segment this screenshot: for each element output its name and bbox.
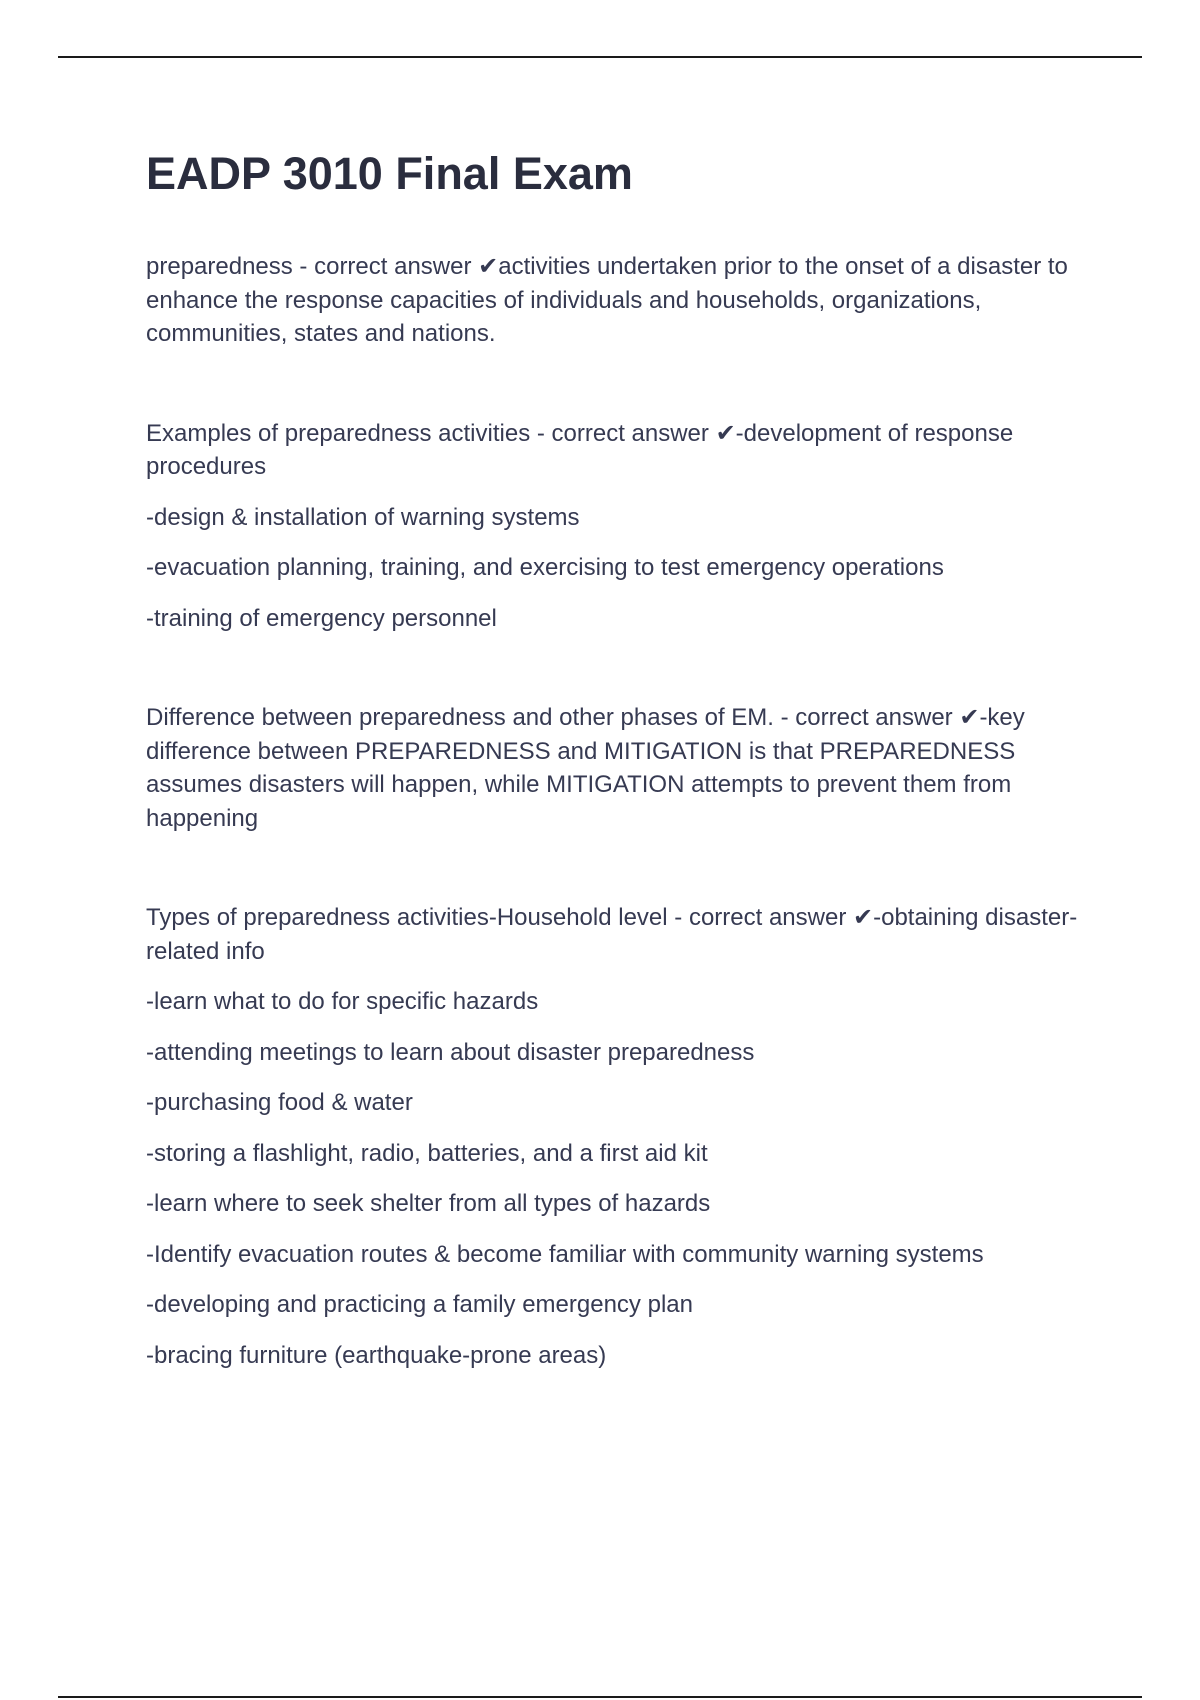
top-rule	[58, 56, 1142, 58]
document-content	[146, 250, 1086, 1372]
answer-list-item: -Identify evacuation routes & become familiar with community warning systems	[146, 1240, 984, 1268]
answer-list-item: -learn where to seek shelter from all types of hazards	[146, 1190, 711, 1217]
answer-list-item: -developing and practicing a family emergency plan	[146, 1291, 693, 1318]
flashcard-preparedness-examples	[146, 417, 1086, 636]
answer-list-item: -learn what to do for specific hazards	[146, 988, 539, 1015]
flashcard-household-activities	[146, 901, 1086, 1372]
card-question-answer: Difference between preparedness and other phases of EM. - correct answer ✔-key difference between PREPAREDNESS and MITIGATION is that PREPAREDNESS assumes disasters will happen, while MITIGATION attempts to prevent them from happening	[146, 704, 1025, 832]
flashcard-preparedness-difference	[146, 701, 1086, 835]
answer-list-item: -design & installation of warning systems	[146, 503, 580, 531]
flashcard-preparedness	[146, 250, 1086, 351]
answer-list-item: -attending meetings to learn about disaster preparedness	[146, 1038, 755, 1066]
answer-list-item: -training of emergency personnel	[146, 604, 497, 632]
card-question-answer: preparedness - correct answer ✔activities undertaken prior to the onset of a disaster to enhance the response capacities of individuals and households, organizations, communities, states and nations.	[146, 253, 1068, 347]
answer-list-item: -evacuation planning, training, and exercising to test emergency operations	[146, 554, 944, 581]
answer-list-item: -bracing furniture (earthquake-prone areas)	[146, 1341, 607, 1369]
card-question-answer: Types of preparedness activities-Household level - correct answer ✔-obtaining disaster-related info	[146, 904, 1078, 965]
document-title: EADP 3010 Final Exam	[146, 148, 633, 199]
card-question-answer: Examples of preparedness activities - correct answer ✔-development of response procedures	[146, 419, 1014, 480]
answer-list-item: -storing a flashlight, radio, batteries, and a first aid kit	[146, 1139, 708, 1167]
bottom-rule	[58, 1696, 1142, 1698]
answer-list-item: -purchasing food & water	[146, 1089, 413, 1116]
